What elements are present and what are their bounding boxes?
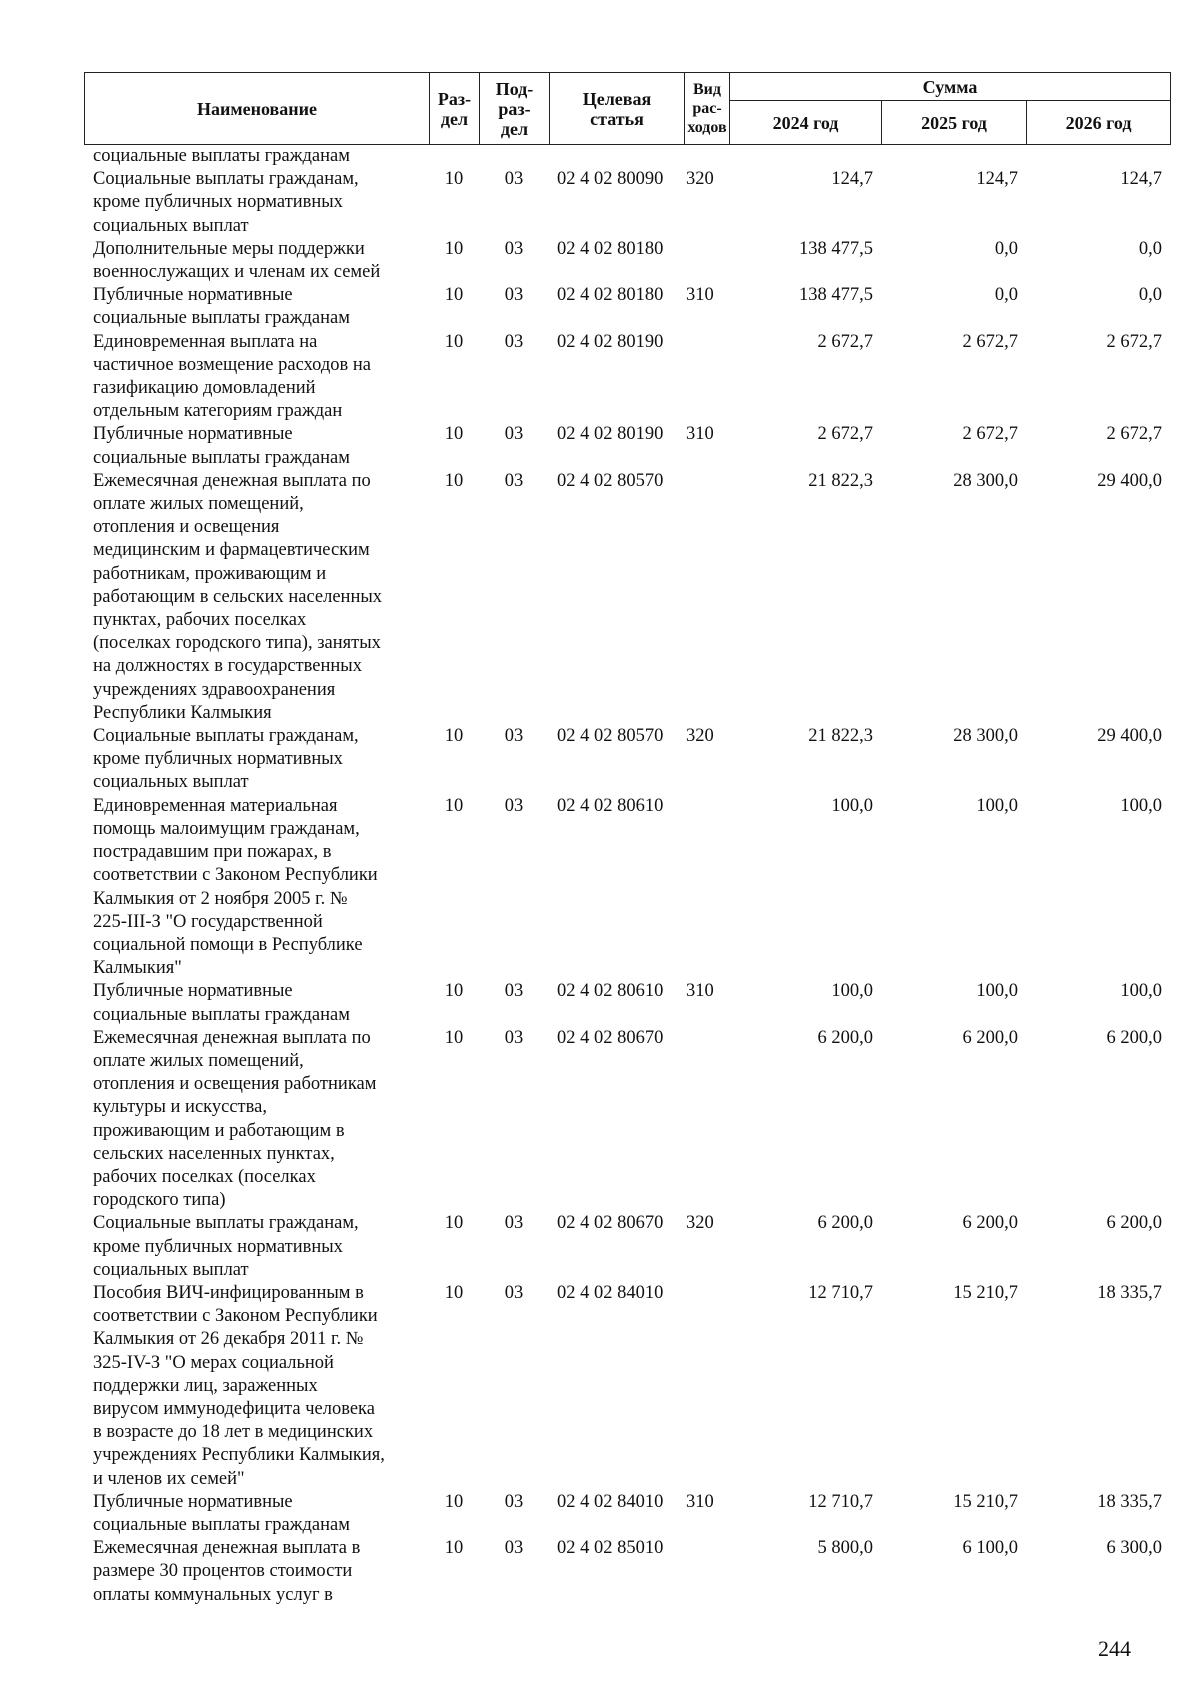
cell-y2026: 6 300,0: [1106, 1538, 1162, 1559]
cell-y2026: 18 335,7: [1097, 1491, 1162, 1512]
cell-y2025: 2 672,7: [962, 331, 1018, 352]
header-section: Раз- дел: [430, 73, 480, 145]
table-row: [84, 1491, 1170, 1537]
cell-vid: 310: [686, 285, 714, 306]
cell-y2025: [881, 145, 1026, 168]
header-2025: 2025 год: [882, 101, 1027, 145]
cell-y2025: 6 200,0: [962, 1027, 1018, 1048]
cell-article: 02 4 02 80610: [557, 795, 664, 816]
cell-article: 02 4 02 80610: [557, 981, 664, 1002]
cell-section: 10: [444, 169, 464, 190]
cell-name: социальные выплаты гражданам: [93, 146, 350, 166]
cell-y2026: 29 400,0: [1097, 726, 1162, 747]
cell-section: 10: [444, 285, 464, 306]
cell-subsection: 03: [504, 981, 524, 1002]
cell-subsection: 03: [504, 1213, 524, 1234]
cell-vid: 320: [686, 1213, 714, 1234]
cell-subsection: 03: [504, 1282, 524, 1303]
cell-subsection: 03: [504, 1538, 524, 1559]
table-row: [84, 470, 1170, 725]
cell-y2025: 15 210,7: [953, 1491, 1018, 1512]
cell-y2026: 2 672,7: [1106, 331, 1162, 352]
cell-article: 02 4 02 80090: [557, 169, 664, 190]
cell-y2024: 21 822,3: [808, 726, 873, 747]
cell-section: 10: [444, 424, 464, 445]
cell-vid: [684, 1027, 729, 1213]
cell-y2024: 12 710,7: [808, 1282, 873, 1303]
cell-y2024: 2 672,7: [817, 331, 873, 352]
cell-subsection: 03: [504, 1027, 524, 1048]
cell-article: 02 4 02 84010: [557, 1491, 664, 1512]
table-row: [84, 1537, 1170, 1607]
cell-name: Публичные нормативные социальные выплаты гражданам: [93, 981, 350, 1025]
cell-subsection: 03: [504, 726, 524, 747]
cell-y2024: 2 672,7: [817, 424, 873, 445]
header-subsection: Под- раз- дел: [480, 73, 550, 145]
cell-article: 02 4 02 80180: [557, 285, 664, 306]
table-row: [84, 423, 1170, 469]
cell-name: Публичные нормативные социальные выплаты гражданам: [93, 285, 350, 329]
cell-y2025: 0,0: [994, 285, 1018, 306]
cell-article: 02 4 02 80190: [557, 331, 664, 352]
cell-y2025: 28 300,0: [953, 470, 1018, 491]
cell-y2024: 124,7: [831, 169, 873, 190]
cell-subsection: 03: [504, 424, 524, 445]
cell-y2026: 100,0: [1120, 795, 1162, 816]
cell-vid: [684, 470, 729, 725]
header-expense-type: Вид рас- ходов: [685, 73, 730, 145]
cell-article: 02 4 02 80180: [557, 238, 664, 259]
cell-vid: [684, 145, 729, 168]
cell-name: Социальные выплаты гражданам, кроме публичных нормативных социальных выплат: [93, 169, 359, 236]
cell-y2026: 6 200,0: [1106, 1027, 1162, 1048]
table-row: [84, 795, 1170, 981]
table-row: [84, 1027, 1170, 1213]
table-row: [84, 145, 1170, 168]
cell-name: Единовременная выплата на частичное возмещение расходов на газификацию домовладений отдельным категориям граждан: [93, 331, 371, 422]
cell-y2024: 100,0: [831, 981, 873, 1002]
cell-section: 10: [444, 981, 464, 1002]
cell-article: [549, 145, 684, 168]
page-number: 244: [1098, 1636, 1131, 1661]
cell-y2024: 6 200,0: [817, 1213, 873, 1234]
cell-name: Публичные нормативные социальные выплаты гражданам: [93, 424, 350, 468]
cell-y2024: 138 477,5: [799, 238, 873, 259]
cell-y2025: 6 200,0: [962, 1213, 1018, 1234]
header-2024: 2024 год: [730, 101, 882, 145]
cell-y2026: 100,0: [1120, 981, 1162, 1002]
cell-y2026: 0,0: [1138, 285, 1162, 306]
cell-name: Ежемесячная денежная выплата по оплате жилых помещений, отопления и освещения медицинским и фармацевтическим работникам, проживающим и работающим в сельских населенных пунктах, рабочих поселках (поселках городского типа), занятых на должностях в государственных учреждениях здравоохранения Республики Калмыкия: [93, 470, 383, 723]
cell-subsection: 03: [504, 169, 524, 190]
cell-y2025: 2 672,7: [962, 424, 1018, 445]
cell-name: Социальные выплаты гражданам, кроме публичных нормативных социальных выплат: [93, 726, 359, 793]
cell-y2024: 21 822,3: [808, 470, 873, 491]
cell-subsection: 03: [504, 470, 524, 491]
cell-subsection: 03: [504, 238, 524, 259]
cell-section: 10: [444, 1213, 464, 1234]
cell-name: Дополнительные меры поддержки военнослужащих и членам их семей: [93, 238, 381, 283]
cell-section: [429, 145, 479, 168]
cell-vid: 310: [686, 424, 714, 445]
cell-name: Ежемесячная денежная выплата по оплате жилых помещений, отопления и освещения работникам культуры и искусства, проживающим и работающим в сельских населенных пунктах, рабочих поселках (поселках городского типа): [93, 1027, 377, 1211]
cell-article: 02 4 02 80190: [557, 424, 664, 445]
cell-article: 02 4 02 84010: [557, 1282, 664, 1303]
table-row: [84, 725, 1170, 795]
cell-section: 10: [444, 795, 464, 816]
cell-section: 10: [444, 238, 464, 259]
cell-y2025: 28 300,0: [953, 726, 1018, 747]
table-row: [84, 1212, 1170, 1282]
table-body: [84, 145, 1170, 1607]
budget-table: [84, 72, 1170, 1607]
cell-section: 10: [444, 1538, 464, 1559]
cell-section: 10: [444, 331, 464, 352]
cell-y2026: 2 672,7: [1106, 424, 1162, 445]
cell-section: 10: [444, 1282, 464, 1303]
table-row: [84, 1282, 1170, 1491]
cell-article: 02 4 02 80570: [557, 470, 664, 491]
cell-y2026: [1026, 145, 1170, 168]
header-sum: Сумма: [730, 73, 1171, 101]
cell-article: 02 4 02 80670: [557, 1213, 664, 1234]
cell-y2025: 100,0: [976, 981, 1018, 1002]
cell-y2025: 124,7: [976, 169, 1018, 190]
cell-y2024: 6 200,0: [817, 1027, 873, 1048]
cell-y2025: 6 100,0: [962, 1538, 1018, 1559]
cell-y2026: 6 200,0: [1106, 1213, 1162, 1234]
cell-y2025: 0,0: [994, 238, 1018, 259]
cell-vid: [684, 795, 729, 981]
cell-name: Единовременная материальная помощь малоимущим гражданам, пострадавшим при пожарах, в соответствии с Законом Республики Калмыкия от 2 ноября 2005 г. № 225-III-З "О государственной социальной помощи в Республике Калмыкия": [93, 795, 378, 979]
cell-vid: [684, 1537, 729, 1607]
cell-vid: 310: [686, 1491, 714, 1512]
cell-vid: 310: [686, 981, 714, 1002]
cell-vid: [684, 238, 729, 284]
cell-y2024: 5 800,0: [817, 1538, 873, 1559]
cell-section: 10: [444, 1491, 464, 1512]
cell-vid: 320: [686, 726, 714, 747]
cell-y2026: 124,7: [1120, 169, 1162, 190]
cell-subsection: 03: [504, 285, 524, 306]
cell-subsection: [479, 145, 549, 168]
cell-y2025: 100,0: [976, 795, 1018, 816]
cell-name: Ежемесячная денежная выплата в размере 30 процентов стоимости оплаты коммунальных услуг в: [93, 1538, 361, 1605]
cell-section: 10: [444, 726, 464, 747]
cell-y2026: 29 400,0: [1097, 470, 1162, 491]
table-row: [84, 331, 1170, 424]
cell-subsection: 03: [504, 1491, 524, 1512]
cell-article: 02 4 02 80570: [557, 726, 664, 747]
cell-y2026: 18 335,7: [1097, 1282, 1162, 1303]
cell-article: 02 4 02 80670: [557, 1027, 664, 1048]
cell-y2024: 12 710,7: [808, 1491, 873, 1512]
cell-section: 10: [444, 1027, 464, 1048]
cell-y2025: 15 210,7: [953, 1282, 1018, 1303]
table-header: [84, 72, 1171, 145]
cell-vid: [684, 331, 729, 424]
table-row: [84, 284, 1170, 330]
cell-vid: 320: [686, 169, 714, 190]
cell-name: Пособия ВИЧ-инфицированным в соответствии с Законом Республики Калмыкия от 26 декабря 2011 г. № 325-IV-З "О мерах социальной поддержки лиц, зараженных вирусом иммунодефицита человека в возрасте до 18 лет в медицинских учреждениях Республики Калмыкия, и членов их семей": [93, 1282, 385, 1489]
cell-y2026: 0,0: [1138, 238, 1162, 259]
cell-y2024: 100,0: [831, 795, 873, 816]
cell-section: 10: [444, 470, 464, 491]
cell-vid: [684, 1282, 729, 1491]
header-name: Наименование: [85, 73, 430, 145]
header-article: Целевая статья: [550, 73, 685, 145]
cell-article: 02 4 02 85010: [557, 1538, 664, 1559]
cell-name: Публичные нормативные социальные выплаты гражданам: [93, 1491, 350, 1535]
table-row: [84, 168, 1170, 238]
table-row: [84, 238, 1170, 284]
cell-subsection: 03: [504, 795, 524, 816]
cell-y2024: 138 477,5: [799, 285, 873, 306]
table-row: [84, 980, 1170, 1026]
header-2026: 2026 год: [1027, 101, 1171, 145]
cell-y2024: [729, 145, 881, 168]
cell-subsection: 03: [504, 331, 524, 352]
cell-name: Социальные выплаты гражданам, кроме публичных нормативных социальных выплат: [93, 1213, 359, 1280]
